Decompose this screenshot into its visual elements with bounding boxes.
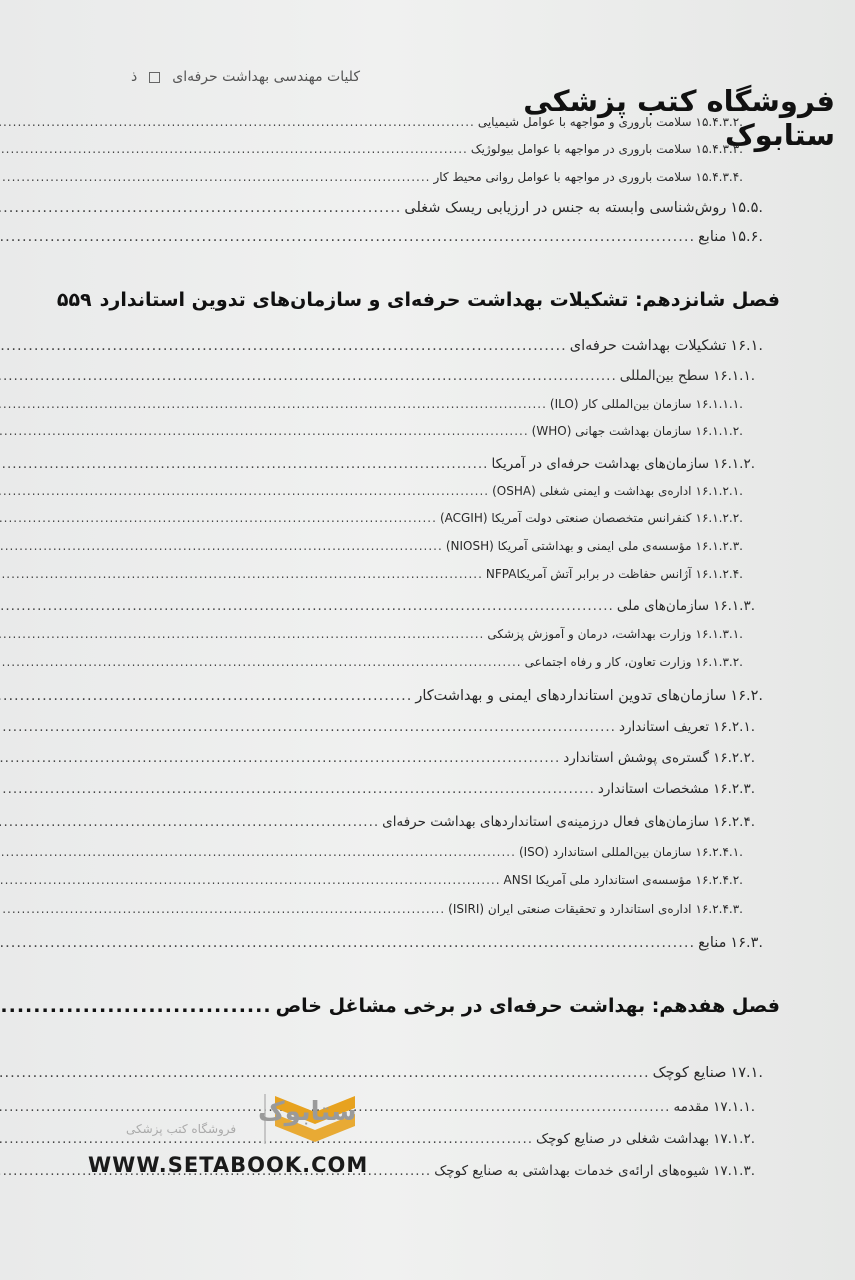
toc-entry-number: ۱۶.۳. [730,935,763,951]
chapter-16-page: ۵۵۹ [56,289,92,311]
toc-entry-title: وزارت تعاون، کار و رفاه اجتماعی [524,655,692,669]
toc-entry-number: ۱۶.۱.۳.۱. [695,627,743,641]
leader-dots [0,995,272,1017]
toc-entry-number: ۱۶.۱.۳. [713,598,755,614]
toc-entry [92,539,743,553]
toc-entry [92,688,763,704]
leader-dots [0,229,695,245]
toc-entry-title: سازمان بین‌المللی استاندارد (ISO) [518,845,692,859]
toc-entry [92,229,763,245]
toc-entry-number: ۱۵.۶. [730,229,763,245]
toc-entry-number: ۱۵.۴.۳.۲. [695,115,743,129]
toc-entry [92,935,763,951]
toc-entry-title: منابع [698,229,727,245]
leader-dots [0,627,484,641]
toc-entry-number: ۱۷.۱.۳. [713,1163,755,1179]
leader-dots [0,200,401,216]
toc-entry-number: ۱۵.۴.۳.۴. [695,170,743,184]
leader-dots [0,873,501,887]
toc-entry-number: ۱۶.۲. [730,688,763,704]
toc-entry-title: سطح بین‌المللی [619,368,710,384]
leader-dots [0,511,437,525]
toc-entry-number: ۱۶.۱.۱.۱. [695,397,743,411]
toc-entry [92,627,743,641]
leader-dots [0,142,468,156]
toc-entry [92,200,763,216]
chapter-17-heading [92,995,780,1017]
logo-word: ستابوک [258,1097,357,1127]
toc-entry [92,781,755,797]
toc-entry [92,170,743,184]
leader-dots [0,115,475,129]
toc-entry-number: ۱۶.۲.۴.۳. [695,902,743,916]
toc-entry [92,1065,763,1081]
chapter-17-title: فصل هفدهم: بهداشت حرفه‌ای در برخی مشاغل خاص [275,995,780,1017]
toc-entry-title: کنفرانس متخصصان صنعتی دولت آمریکا (ACGIH) [439,511,692,525]
toc-entry-title: سازمان‌های تدوین استانداردهای ایمنی و بهداشت‌کار [415,688,727,704]
leader-dots [0,397,547,411]
toc-entry-title: سلامت باروری در مواجهه با عوامل بیولوژیک [470,142,692,156]
toc-entry [92,511,743,525]
chapter-16-title: فصل شانزدهم: تشکیلات بهداشت حرفه‌ای و سازمان‌های تدوین استاندارد [99,289,780,311]
leader-dots [0,598,614,614]
leader-dots [0,539,443,553]
toc-entry-title: صنایع کوچک [652,1065,727,1081]
toc-entry-title: مؤسسه‌ی استاندارد ملی آمریکا ANSI [503,873,692,887]
toc-entry-number: ۱۶.۱.۲.۲. [695,511,743,525]
toc-entry [92,655,743,669]
toc-entry [92,750,755,766]
toc-entry-title: سازمان‌های بهداشت حرفه‌ای در آمریکا [491,456,710,472]
toc-entry-number: ۱۶.۲.۴. [713,814,755,830]
toc-entry-title: سازمان‌های ملی [616,598,710,614]
toc-entry-title: سازمان بین‌المللی کار (ILO) [549,397,692,411]
toc-entry-title: تشکیلات بهداشت حرفه‌ای [569,338,727,354]
toc-entry-title: سازمان‌های فعال درزمینه‌ی استانداردهای بهداشت حرفه‌ای [382,814,710,830]
toc-entry-number: ۱۵.۵. [730,200,763,216]
toc-entry-number: ۱۶.۱.۲.۳. [695,539,743,553]
leader-dots [0,170,430,184]
leader-dots [0,484,489,498]
toc-entry-title: مؤسسه‌ی ملی ایمنی و بهداشتی آمریکا (NIOSH) [445,539,692,553]
toc-entry-title: بهداشت شغلی در صنایع کوچک [536,1131,710,1147]
header-square-icon [149,72,160,83]
toc-entry [92,115,743,129]
toc-entry-number: ۱۷.۱.۱. [713,1099,755,1115]
toc-entry-title: آژانس حفاظت در برابر آتش آمریکاNFPA [485,567,692,581]
leader-dots [0,368,617,384]
toc-entry [92,598,755,614]
toc-entry-number: ۱۶.۱.۳.۲. [695,655,743,669]
leader-dots [0,688,412,704]
leader-dots [0,338,567,354]
website-url: WWW.SETABOOK.COM [88,1153,369,1177]
toc-entry-number: ۱۶.۲.۲. [713,750,755,766]
toc-entry [92,142,743,156]
logo-subtitle: فروشگاه کتب پزشکی [126,1122,237,1136]
leader-dots [0,845,516,859]
toc-entry-number: ۱۶.۱.۱. [713,368,755,384]
toc-entry-number: ۱۶.۱.۱.۲. [695,424,743,438]
leader-dots [0,567,483,581]
leader-dots [0,456,488,472]
toc-entry-number: ۱۶.۲.۱. [713,719,755,735]
toc-entry-title: مقدمه [673,1099,710,1115]
leader-dots [0,1065,650,1081]
toc-entry-title: وزارت بهداشت، درمان و آموزش پزشکی [487,627,692,641]
leader-dots [0,655,522,669]
leader-dots [0,935,695,951]
leader-dots [0,902,445,916]
toc-entry-title: سلامت باروری در مواجهه با عوامل روانی محیط کار [433,170,692,184]
toc-entry-number: ۱۶.۲.۴.۱. [695,845,743,859]
toc-entry [92,902,743,916]
running-header [100,66,360,88]
toc-entry-title: گستره‌ی پوشش استاندارد [563,750,710,766]
page-letter: ذ [131,69,138,85]
store-name-watermark: فروشگاه کتب پزشکی ستابوک [523,84,835,152]
toc-entry-title: شیوه‌های ارائه‌ی خدمات بهداشتی به صنایع کوچک [434,1163,710,1179]
leader-dots [0,814,379,830]
leader-dots [0,719,616,735]
toc-entry-number: ۱۶.۲.۳. [713,781,755,797]
toc-entry-title: منابع [698,935,727,951]
toc-entry [92,484,743,498]
leader-dots [0,750,560,766]
leader-dots [0,424,529,438]
toc-entry-title: مشخصات استاندارد [597,781,710,797]
toc-entry-title: تعریف استاندارد [618,719,710,735]
chapter-16-heading [56,289,780,311]
toc-entry [92,873,743,887]
toc-entry-number: ۱۶.۲.۴.۲. [695,873,743,887]
leader-dots [0,781,595,797]
toc-entry-number: ۱۶.۱.۲.۱. [695,484,743,498]
toc-entry [92,814,755,830]
toc-entry-number: ۱۷.۱.۲. [713,1131,755,1147]
toc-entry [92,567,743,581]
toc-entry [92,719,755,735]
toc-entry-number: ۱۶.۱.۲.۴. [695,567,743,581]
toc-entry-title: اداره‌ی بهداشت و ایمنی شغلی (OSHA) [492,484,692,498]
toc-entry [92,368,755,384]
toc-entry-number: ۱۶.۱.۲. [713,456,755,472]
toc-entry-title: اداره‌ی استاندارد و تحقیقات صنعتی ایران (ISIRI) [448,902,692,916]
toc-entry [92,424,743,438]
toc-entry-number: ۱۶.۱. [730,338,763,354]
toc-entry-title: سازمان بهداشت جهانی (WHO) [531,424,692,438]
toc-entry-number: ۱۷.۱. [730,1065,763,1081]
toc-entry [92,456,755,472]
toc-entry [92,845,743,859]
toc-entry [92,338,763,354]
toc-entry [92,397,743,411]
toc-entry-title: سلامت باروری و مواجهه با عوامل شیمیایی [477,115,692,129]
toc-entry-title: روش‌شناسی وابسته به جنس در ارزیابی ریسک شغلی [404,200,727,216]
running-title: کلیات مهندسی بهداشت حرفه‌ای [172,69,360,85]
toc-entry-number: ۱۵.۴.۳.۳. [695,142,743,156]
